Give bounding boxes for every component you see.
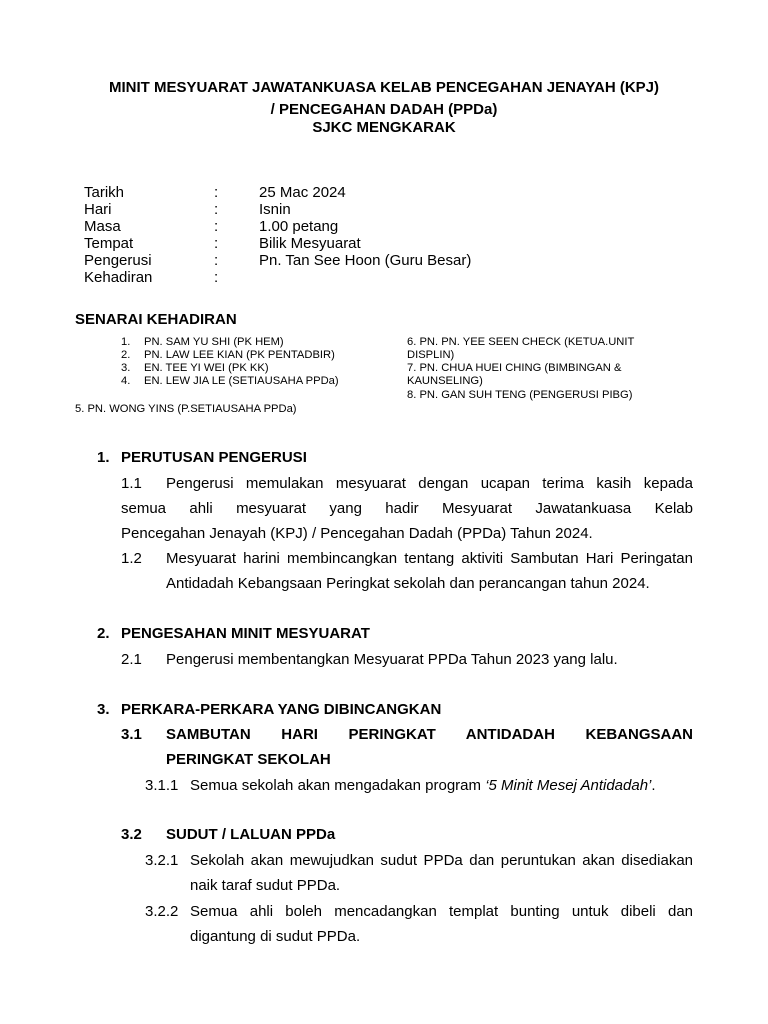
text-line: Pengerusi membentangkan Mesyuarat PPDa Tahun 2023 yang lalu. xyxy=(166,651,618,668)
info-colon: : xyxy=(214,201,219,218)
paragraph-3-2-1 xyxy=(145,848,693,898)
subsection-title xyxy=(166,722,693,772)
paragraph-3-1-1 xyxy=(145,773,693,798)
info-value: 1.00 petang xyxy=(259,218,339,235)
info-value: Pn. Tan See Hoon (Guru Besar) xyxy=(259,252,472,269)
section-number: 3. xyxy=(97,701,110,718)
attendee-item xyxy=(121,349,335,363)
section-number: 1. xyxy=(97,449,110,466)
info-value: Isnin xyxy=(259,201,291,218)
paragraph-text xyxy=(166,471,693,496)
paragraph-text xyxy=(166,546,693,596)
attendee-name: PN. LAW LEE KIAN (PK PENTADBIR) xyxy=(144,349,335,361)
attendee-item xyxy=(121,336,284,350)
paragraph-number: 3.2.2 xyxy=(145,903,179,920)
text-line: Antidadah Kebangsaan Peringkat sekolah dan perancangan tahun 2024. xyxy=(166,575,650,592)
paragraph-text xyxy=(190,773,693,798)
text-line: Mesyuarat harini membincangkan tentang aktiviti Sambutan Hari Peringatan xyxy=(166,550,693,567)
attendee-name: EN. TEE YI WEI (PK KK) xyxy=(144,362,269,374)
info-label: Pengerusi xyxy=(84,252,152,269)
section-title: PERKARA-PERKARA YANG DIBINCANGKAN xyxy=(121,701,442,718)
doc-title-line-1: MINIT MESYUARAT JAWATANKUASA KELAB PENCEGAHAN JENAYAH (KPJ) xyxy=(108,79,660,96)
attendance-heading: SENARAI KEHADIRAN xyxy=(75,311,237,328)
text-line: Sekolah akan mewujudkan sudut PPDa dan peruntukan akan disediakan xyxy=(190,852,693,869)
text-line: semua ahli mesyuarat yang hadir Mesyuarat Jawatankuasa Kelab xyxy=(121,500,693,517)
paragraph-number: 3.1.1 xyxy=(145,777,179,794)
info-colon: : xyxy=(214,269,219,286)
program-name: ‘5 Minit Mesej Antidadah’ xyxy=(485,777,652,794)
paragraph-number: 3.2.1 xyxy=(145,852,179,869)
text-line: PERINGKAT SEKOLAH xyxy=(166,751,331,768)
paragraph-text xyxy=(166,647,693,672)
paragraph-number: 2.1 xyxy=(121,651,142,668)
section-title: PERUTUSAN PENGERUSI xyxy=(121,449,307,466)
paragraph-1-1 xyxy=(121,471,693,546)
attendee-name: EN. LEW JIA LE (SETIAUSAHA PPDa) xyxy=(144,375,339,387)
doc-title-line-2: / PENCEGAHAN DADAH (PPDa) xyxy=(270,101,498,118)
text-run: . xyxy=(651,777,656,794)
attendee-item-continued: KAUNSELING) xyxy=(407,375,483,387)
info-label: Masa xyxy=(84,218,121,235)
attendee-item: 8. PN. GAN SUH TENG (PENGERUSI PIBG) xyxy=(407,389,633,401)
info-label: Kehadiran xyxy=(84,269,153,286)
attendee-item: 5. PN. WONG YINS (P.SETIAUSAHA PPDa) xyxy=(75,403,297,415)
paragraph-2-1 xyxy=(121,647,693,672)
text-line: Pencegahan Jenayah (KPJ) / Pencegahan Dadah (PPDa) Tahun 2024. xyxy=(121,525,593,542)
attendee-number: 2. xyxy=(121,349,131,361)
attendee-number: 3. xyxy=(121,362,131,374)
section-number: 2. xyxy=(97,625,110,642)
paragraph-number: 1.2 xyxy=(121,550,142,567)
attendee-item xyxy=(121,362,269,376)
info-label: Tarikh xyxy=(84,184,125,201)
info-value: 25 Mac 2024 xyxy=(259,184,346,201)
subsection-title: SUDUT / LALUAN PPDa xyxy=(166,826,336,843)
attendee-number: 1. xyxy=(121,336,131,348)
paragraph-1-2 xyxy=(121,546,693,596)
paragraph-text xyxy=(190,899,693,949)
info-label: Tempat xyxy=(84,235,134,252)
text-line: naik taraf sudut PPDa. xyxy=(190,877,341,894)
doc-title-school: SJKC MENGKARAK xyxy=(312,119,456,136)
info-value: Bilik Mesyuarat xyxy=(259,235,361,252)
text-line: Pengerusi memulakan mesyuarat dengan ucapan terima kasih kepada xyxy=(166,475,693,492)
info-colon: : xyxy=(214,218,219,235)
attendee-item: 7. PN. CHUA HUEI CHING (BIMBINGAN & xyxy=(407,362,622,374)
attendee-name: PN. SAM YU SHI (PK HEM) xyxy=(144,336,284,348)
subsection-number: 3.1 xyxy=(121,726,142,743)
info-colon: : xyxy=(214,252,219,269)
paragraph-text xyxy=(121,496,693,546)
attendee-item-continued: DISPLIN) xyxy=(407,349,455,361)
info-label: Hari xyxy=(84,201,112,218)
paragraph-3-2-2 xyxy=(145,899,693,949)
paragraph-number: 1.1 xyxy=(121,475,142,492)
attendee-item: 6. PN. PN. YEE SEEN CHECK (KETUA.UNIT xyxy=(407,336,635,348)
info-colon: : xyxy=(214,184,219,201)
attendee-number: 4. xyxy=(121,375,131,387)
section-title: PENGESAHAN MINIT MESYUARAT xyxy=(121,625,370,642)
text-line xyxy=(190,773,693,798)
attendee-item xyxy=(121,375,339,389)
subsection-3-1-heading xyxy=(121,722,693,772)
text-line: SAMBUTAN HARI PERINGKAT ANTIDADAH KEBANGSAAN xyxy=(166,726,693,743)
subsection-number: 3.2 xyxy=(121,826,142,843)
paragraph-text xyxy=(190,848,693,898)
text-line: digantung di sudut PPDa. xyxy=(190,928,361,945)
text-run: Semua sekolah akan mengadakan program xyxy=(190,777,486,794)
info-colon: : xyxy=(214,235,219,252)
text-line: Semua ahli boleh mencadangkan templat bunting untuk dibeli dan xyxy=(190,903,693,920)
